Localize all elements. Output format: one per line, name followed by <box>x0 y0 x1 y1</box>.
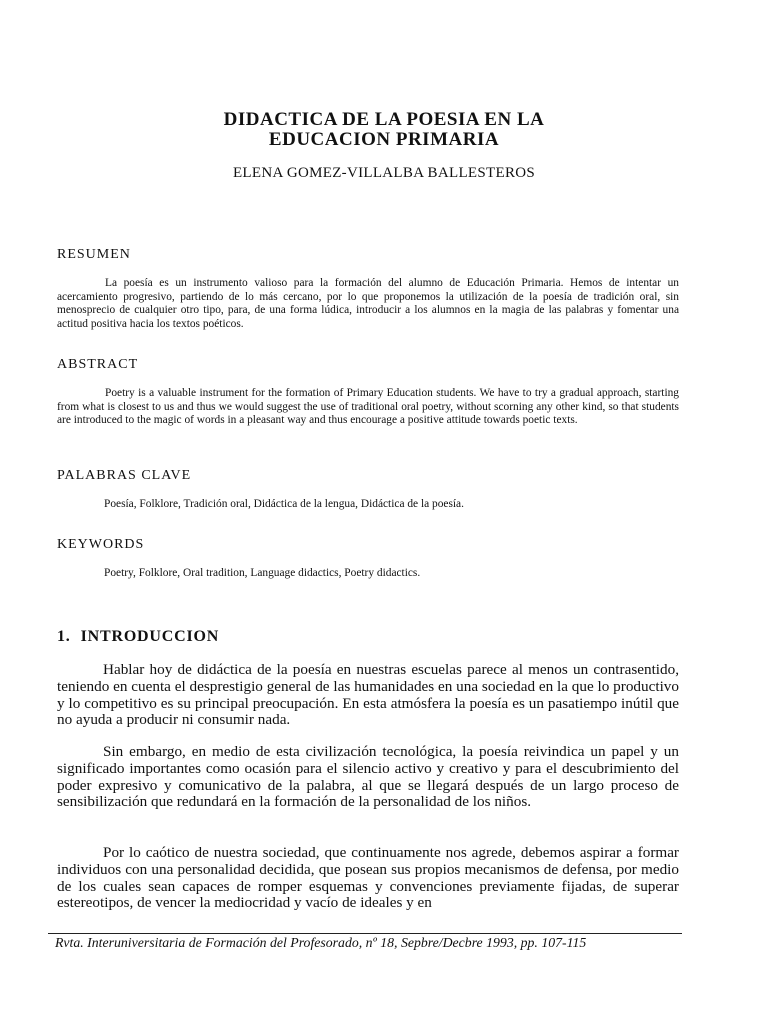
keywords-text: Poetry, Folklore, Oral tradition, Language didactics, Poetry didactics. <box>104 567 421 579</box>
journal-citation: Rvta. Interuniversitaria de Formación del Profesorado, nº 18, Sepbre/Decbre 1993, pp. 107-115 <box>55 935 587 950</box>
section-number: 1. <box>57 628 71 645</box>
article-title-line-1: DIDACTICA DE LA POESIA EN LA <box>223 109 545 130</box>
abstract-text: Poetry is a valuable instrument for the formation of Primary Education students. We have to try a gradual approach, starting from what is closest to us and thus we would suggest the use of traditional oral poetry, without scorning any other kind, so that students are introduced to the magic of words in a pleasant way and thus encourage a positive attitude towards poetic texts. <box>57 387 679 427</box>
section-title: INTRODUCCION <box>80 628 220 645</box>
resumen-heading: RESUMEN <box>57 247 131 262</box>
section-heading-introduccion <box>57 628 219 646</box>
body-paragraph: Sin embargo, en medio de esta civilización tecnológica, la poesía reivindica un papel y un significado importantes como ocasión para el silencio activo y creativo y para el descubrimiento del poder expresivo y comunicativo de la palabra, al que se llegará después de un largo proceso de sensibilización que redundará en la formación de la personalidad de los niños. <box>57 743 679 811</box>
palabras-clave-text: Poesía, Folklore, Tradición oral, Didáctica de la lengua, Didáctica de la poesía. <box>104 498 464 510</box>
article-title <box>0 110 768 150</box>
article-author: ELENA GOMEZ-VILLALBA BALLESTEROS <box>232 165 536 181</box>
body-paragraph: Por lo caótico de nuestra sociedad, que continuamente nos agrede, debemos aspirar a formar individuos con una personalidad decidida, que posean sus propios mecanismos de defensa, por medio de los cuales sean capaces de romper esquemas y convenciones previamente fijadas, de superar estereotipos, de vencer la mediocridad y vacío de ideales y en <box>57 844 679 912</box>
keywords-heading: KEYWORDS <box>57 537 145 552</box>
body-paragraph: Hablar hoy de didáctica de la poesía en nuestras escuelas parece al menos un contrasentido, teniendo en cuenta el desprestigio general de las humanidades en una sociedad en la que lo productivo y lo competitivo es su principal preocupación. En esta atmósfera la poesía es un pasatiempo inútil que no ayuda a producir ni consumir nada. <box>57 661 679 729</box>
footer-rule <box>48 933 682 934</box>
resumen-text: La poesía es un instrumento valioso para la formación del alumno de Educación Primaria. Hemos de intentar un acercamiento progresivo, partiendo de lo más cercano, por lo que proponemos la utilización de la poesía de tradición oral, sin menosprecio de cualquier otro tipo, para, de una forma lúdica, introducir a los alumnos en la magia de las palabras y fomentar una actitud positiva hacia los textos poéticos. <box>57 277 679 330</box>
article-title-line-2: EDUCACION PRIMARIA <box>268 129 500 150</box>
palabras-clave-heading: PALABRAS CLAVE <box>57 468 192 483</box>
abstract-heading: ABSTRACT <box>57 357 139 372</box>
